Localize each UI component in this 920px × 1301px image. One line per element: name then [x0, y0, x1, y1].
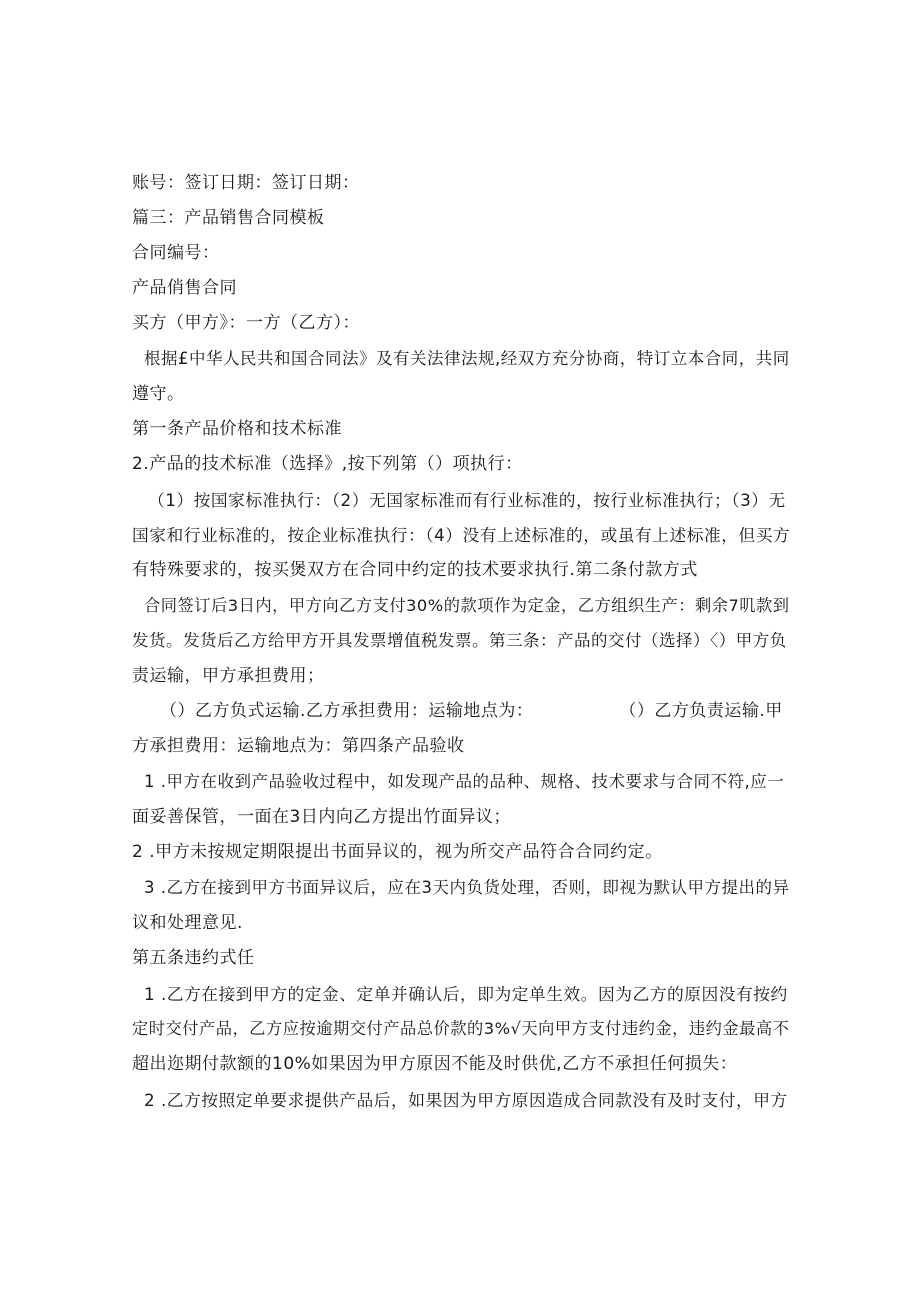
inspection-item-3-line-2: 议和处理意见. — [132, 913, 243, 933]
inspection-item-2: 2 .甲方未按规定期限提出书面异议的，视为所交产品符合合同约定。 — [132, 842, 663, 862]
inspection-item-3-line-1: 3 .乙方在接到甲方书面异议后，应在3天内负货处理，否则，即视为默认甲方提出的异 — [144, 878, 790, 897]
delivery-line-3: 方承担费用：运输地点为：第四条产品验收 — [132, 736, 465, 756]
parties-line: 买方（甲方》：一方（乙方）： — [132, 313, 360, 333]
article-5-heading: 第五条违约式任 — [132, 948, 255, 968]
standard-options-line-1: （1）按国家标准执行：（2）无国家标准而有行业标准的，按行业标准执行；（3）无 — [148, 490, 786, 510]
signing-info-line: 账号：签订日期：签订日期： — [132, 173, 360, 193]
delivery-option-seller: （）乙方负式运输.乙方承担费用：运输地点为： — [160, 701, 534, 721]
preamble-line-2: 遵守。 — [132, 384, 185, 404]
contract-title: 产品俏售合同 — [132, 278, 237, 298]
liability-item-2-line-1: 2 .乙方按照定单要求提供产品后，如果因为甲方原因造成合同款没有及时支付，甲方 — [144, 1090, 788, 1110]
payment-line-2: 发货。发货后乙方给甲方开具发票增值税发票。第三条：产品的交付（选择）〈）甲方负 — [132, 631, 787, 650]
preamble-line-1: 根据£中华人民共和国合同法》及有关法律法规,经双方充分协商，特订立本合同，共同 — [144, 349, 790, 368]
contract-number-line: 合同编号： — [132, 243, 220, 263]
delivery-option-buyer: （）乙方负责运输.甲 — [619, 701, 783, 721]
liability-item-1-line-3: 超出迩期付款额的10%如果因为甲方原因不能及时供优,乙方不承担任何损失： — [132, 1054, 738, 1074]
liability-item-1-line-2: 定时交付产品，乙方应按逾期交付产品总价款的3%√天向甲方支付违约金，违约金最高不 — [132, 1019, 790, 1038]
standard-options-line-3: 有特殊要求的，按买煲双方在合同中约定的技术要求执行.第二条付款方式 — [132, 560, 698, 580]
inspection-item-1-line-2: 面妥善保管，一面在3日内向乙方提出竹面异议； — [132, 807, 511, 827]
inspection-item-1-line-1: 1 .甲方在收到产品验收过程中，如发现产品的品种、规格、技术要求与合同不符,应一 — [144, 772, 785, 791]
tech-standard-line: 2.产品的技术标准（选择》,按下列第（）项执行： — [132, 454, 523, 474]
section-title: 篇三：产品销售合同模板 — [132, 208, 325, 228]
standard-options-line-2: 国家和行业标准的，按企业标准执行：（4）没有上述标准的，或虽有上述标准，但买方 — [132, 525, 791, 545]
liability-item-1-line-1: 1 .乙方在接到甲方的定金、定单并确认后，即为定单生效。因为乙方的原因没有按约 — [144, 984, 788, 1004]
delivery-line-2 — [160, 699, 783, 723]
payment-line-1: 合同签订后3日内，甲方向乙方支付30%的款项作为定金，乙方组织生产：剩余7叽款到 — [144, 596, 790, 615]
delivery-line-1: 责运输，甲方承担费用； — [132, 666, 325, 686]
article-1-heading: 第一条产品价格和技术标准 — [132, 419, 342, 439]
